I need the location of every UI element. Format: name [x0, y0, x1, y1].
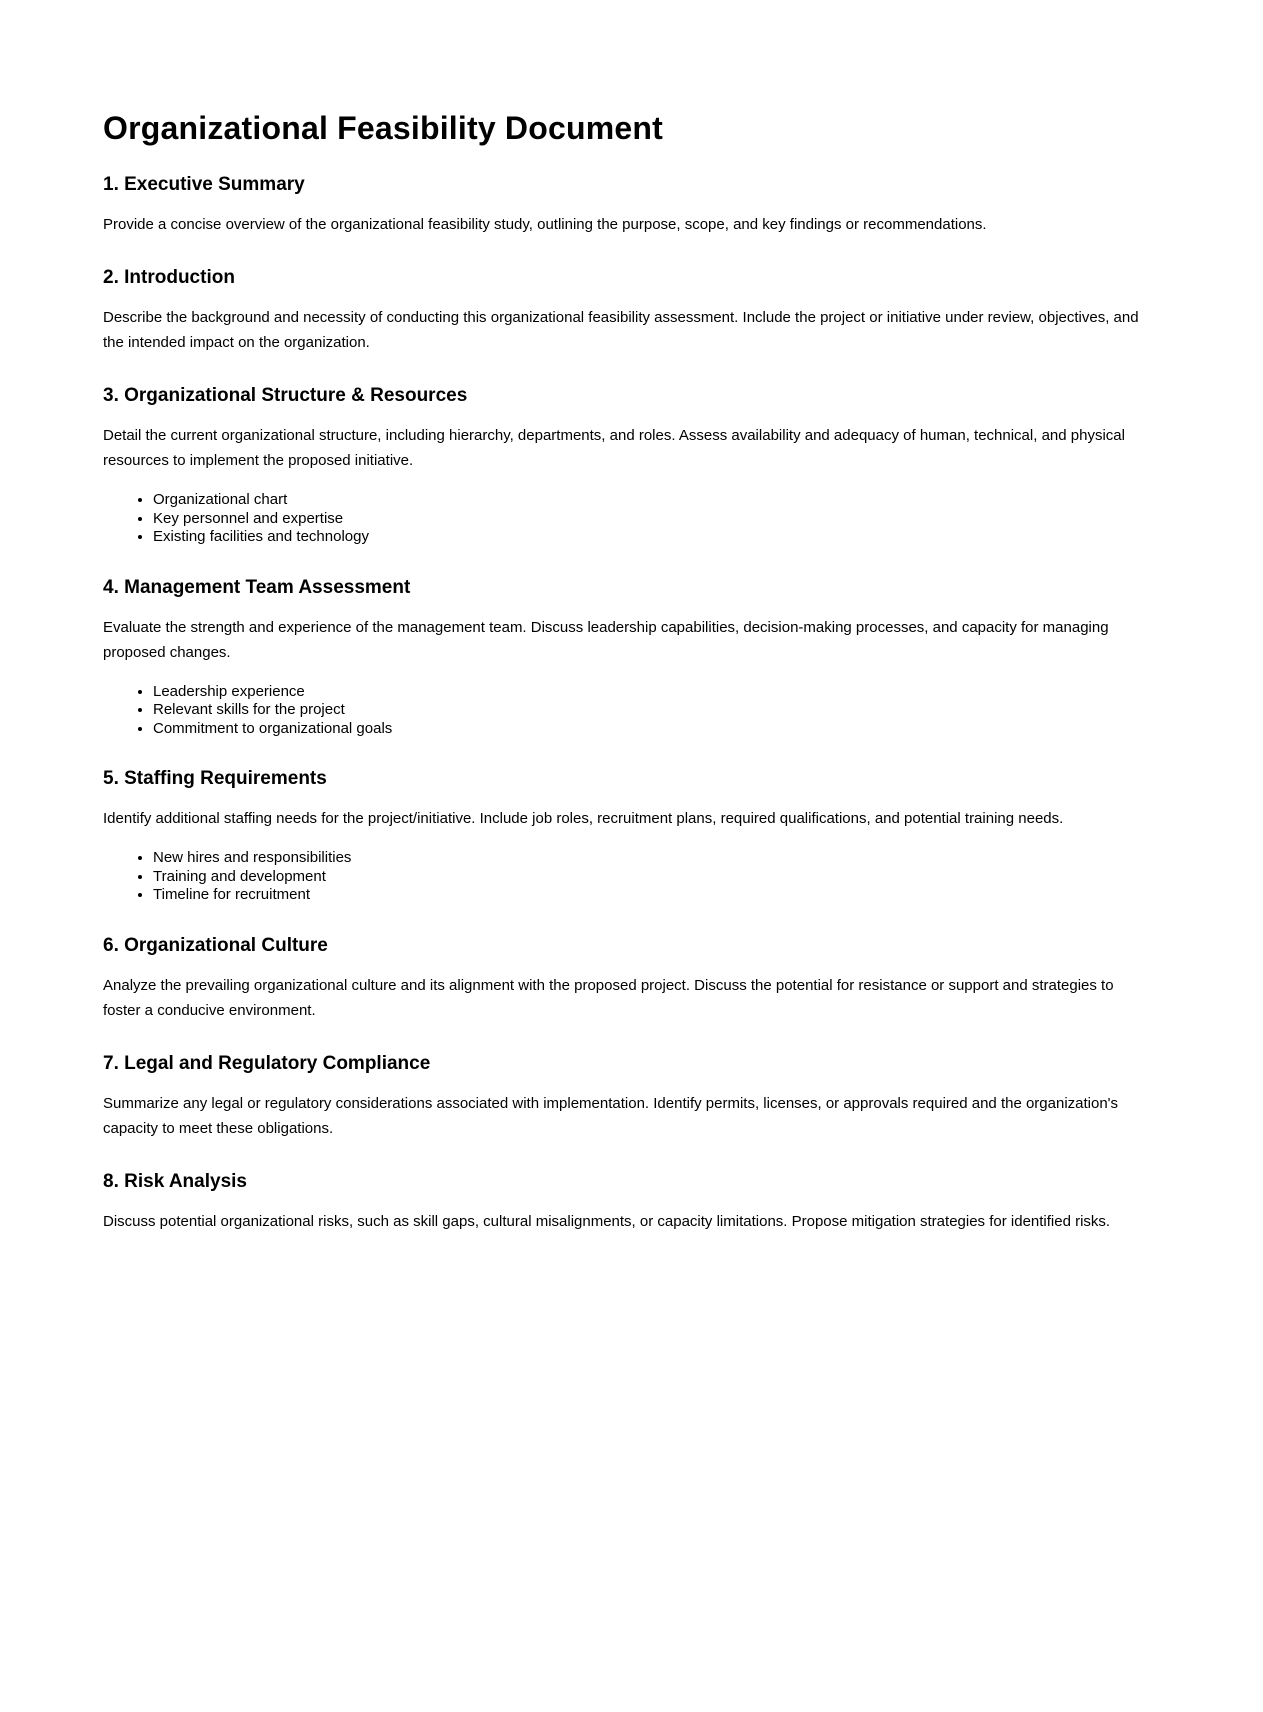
section-organizational-structure-resources: [103, 385, 1155, 547]
bullet-item: • Timeline for recruitment: [153, 886, 1155, 905]
section-introduction: [103, 267, 1155, 355]
section-heading: 8. Risk Analysis: [103, 1170, 247, 1192]
bullet-item: • Leadership experience: [153, 683, 1155, 702]
bullet-item: • Existing facilities and technology: [153, 528, 1155, 547]
document-title: Organizational Feasibility Document: [103, 110, 663, 146]
section-heading: 1. Executive Summary: [103, 174, 305, 195]
section-body: Evaluate the strength and experience of the management team. Discuss leadership capabilities, decision-making processes, and capacity for managing proposed changes.: [103, 618, 1109, 661]
section-organizational-culture: [103, 935, 1155, 1023]
section-heading: 5. Staffing Requirements: [103, 768, 327, 789]
section-heading: 4. Management Team Assessment: [103, 576, 411, 598]
section-executive-summary: [103, 174, 1155, 237]
section-body: Detail the current organizational structure, including hierarchy, departments, and roles. Assess availability and adequacy of human, technical, and physical resources to implement the proposed initiative.: [103, 427, 1125, 469]
bullet-item: • New hires and responsibilities: [153, 849, 1155, 868]
section-heading: 7. Legal and Regulatory Compliance: [103, 1052, 431, 1074]
bullet-item: • Key personnel and expertise: [153, 510, 1155, 529]
bullet-list: [103, 683, 1155, 739]
bullet-item: • Training and development: [153, 868, 1155, 887]
section-legal-regulatory-compliance: [103, 1053, 1155, 1141]
bullet-list: [103, 849, 1155, 905]
section-staffing-requirements: [103, 768, 1155, 905]
section-heading: 3. Organizational Structure & Resources: [103, 385, 468, 406]
bullet-item: • Organizational chart: [153, 491, 1155, 510]
bullet-item: • Commitment to organizational goals: [153, 720, 1155, 739]
section-heading: 2. Introduction: [103, 267, 235, 288]
bullet-list: [103, 491, 1155, 547]
section-body: Provide a concise overview of the organizational feasibility study, outlining the purpose, scope, and key findings or recommendations.: [103, 216, 987, 233]
section-heading: 6. Organizational Culture: [103, 934, 328, 956]
section-body: Identify additional staffing needs for the project/initiative. Include job roles, recruitment plans, required qualifications, and potential training needs.: [103, 810, 1064, 827]
section-body: Discuss potential organizational risks, such as skill gaps, cultural misalignments, or capacity limitations. Propose mitigation strategies for identified risks.: [103, 1212, 1111, 1230]
section-body: Describe the background and necessity of conducting this organizational feasibility assessment. Include the project or initiative under review, objectives, and the intended impact on the organization.: [103, 309, 1139, 351]
section-risk-analysis: [103, 1171, 1155, 1234]
section-body: Summarize any legal or regulatory considerations associated with implementation. Identify permits, licenses, or approvals required and the organization's capacity to meet these obligations.: [103, 1094, 1119, 1137]
bullet-item: • Relevant skills for the project: [153, 701, 1155, 720]
section-body: Analyze the prevailing organizational culture and its alignment with the proposed project. Discuss the potential for resistance or support and strategies to foster a conducive environment.: [103, 976, 1114, 1019]
section-management-team-assessment: [103, 577, 1155, 739]
